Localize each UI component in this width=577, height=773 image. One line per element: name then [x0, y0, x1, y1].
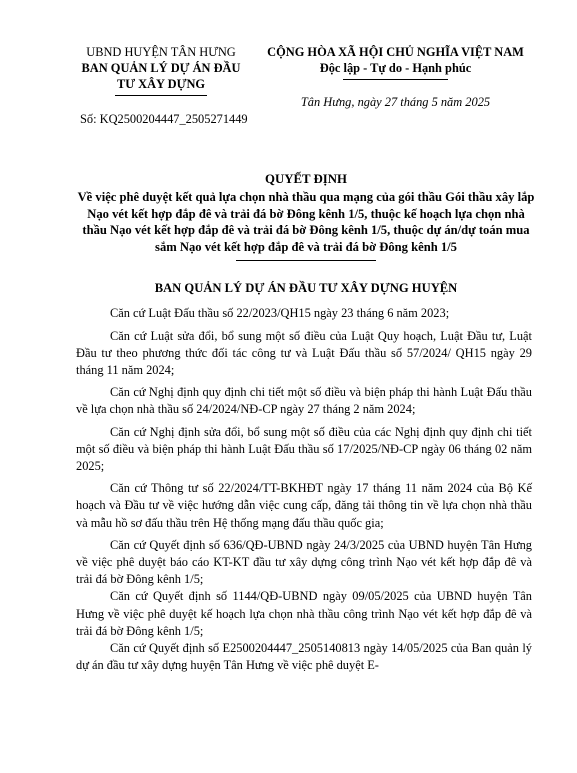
place-date: Tân Hưng, ngày 27 tháng 5 năm 2025 — [300, 95, 491, 109]
motto: Độc lập - Tự do - Hạnh phúc — [319, 61, 472, 75]
legal-basis-paragraph: Căn cứ Nghị định sửa đổi, bổ sung một số điều của các Nghị định quy định chi tiết một số điều và biện pháp thi hành Luật Đấu thầu số 17/2025/NĐ-CP ngày 06 tháng 02 năm 2025; — [76, 424, 532, 473]
document-title: QUYẾT ĐỊNH — [265, 172, 347, 186]
agency-parent: UBND HUYỆN TÂN HƯNG — [86, 45, 236, 59]
subject-underline — [236, 260, 376, 261]
issuing-agency-block — [80, 44, 242, 96]
document-subject: Về việc phê duyệt kết quả lựa chọn nhà thầu qua mạng của gói thầu Gói thầu xây lắp Nạo vét kết hợp đắp đê và trải đá bờ Đông kênh 1/5, thuộc kế hoạch lựa chọn nhà thầu Nạo vét kết hợp đắp đê và trải đá bờ Đông kênh 1/5, thuộc dự án/dự toán mua sắm Nạo vét kết hợp đắp đê và trải đá bờ Đông kênh 1/5 — [77, 190, 535, 254]
issuer-heading: BAN QUẢN LÝ DỰ ÁN ĐẦU TƯ XÂY DỰNG HUYỆN — [154, 281, 458, 296]
legal-basis-paragraph: Căn cứ Quyết định số E2500204447_2505140813 ngày 14/05/2025 của Ban quản lý dự án đầu tư xây dựng huyện Tân Hưng về việc phê duyệt E- — [76, 641, 532, 673]
document-header — [80, 44, 532, 134]
legal-basis-paragraph: Căn cứ Thông tư số 22/2024/TT-BKHĐT ngày 17 tháng 11 năm 2024 của Bộ Kế hoạch và Đầu tư về việc hướng dẫn việc cung cấp, đăng tải thông tin về lựa chọn nhà thầu và mẫu hồ sơ đấu thầu trên Hệ thống mạng đấu thầu quốc gia; — [76, 481, 532, 530]
legal-basis-paragraph: Căn cứ Quyết định số 636/QĐ-UBND ngày 24/3/2025 của UBND huyện Tân Hưng về việc phê duyệt báo cáo KT-KT đầu tư xây dựng công trình Nạo vét kết hợp đắp đê và trải đá bờ Đông kênh 1/5; — [76, 537, 532, 587]
legal-basis-paragraph: Căn cứ Nghị định quy định chi tiết một số điều và biện pháp thi hành Luật Đấu thầu về lựa chọn nhà thầu số 24/2024/NĐ-CP ngày 27 tháng 2 năm 2024; — [76, 385, 532, 417]
legal-basis-paragraph: Căn cứ Quyết định số 1144/QĐ-UBND ngày 09/05/2025 của UBND huyện Tân Hưng về việc phê duyệt kế hoạch lựa chọn nhà thầu công trình Nạo vét kết hợp đắp đê và trải đá bờ Đông kênh 1/5; — [76, 589, 532, 638]
agency-underline — [115, 95, 207, 96]
country-name: CỘNG HÒA XÃ HỘI CHỦ NGHĨA VIỆT NAM — [267, 45, 524, 59]
agency-name-line1: BAN QUẢN LÝ DỰ ÁN ĐẦU — [81, 61, 241, 75]
legal-basis-paragraph: Căn cứ Luật Đấu thầu số 22/2023/QH15 ngày 23 tháng 6 năm 2023; — [110, 306, 450, 321]
motto-underline — [343, 79, 448, 80]
legal-basis-paragraph: Căn cứ Luật sửa đổi, bổ sung một số điều của Luật Quy hoạch, Luật Đầu tư, Luật Đầu tư theo phương thức đối tác công tư và Luật Đấu thầu số 57/2024/ QH15 ngày 29 tháng 11 năm 2024; — [76, 328, 532, 377]
national-motto-block — [258, 44, 533, 110]
agency-name-line2: TƯ XÂY DỰNG — [116, 77, 206, 91]
document-number: Số: KQ2500204447_2505271449 — [80, 112, 248, 126]
